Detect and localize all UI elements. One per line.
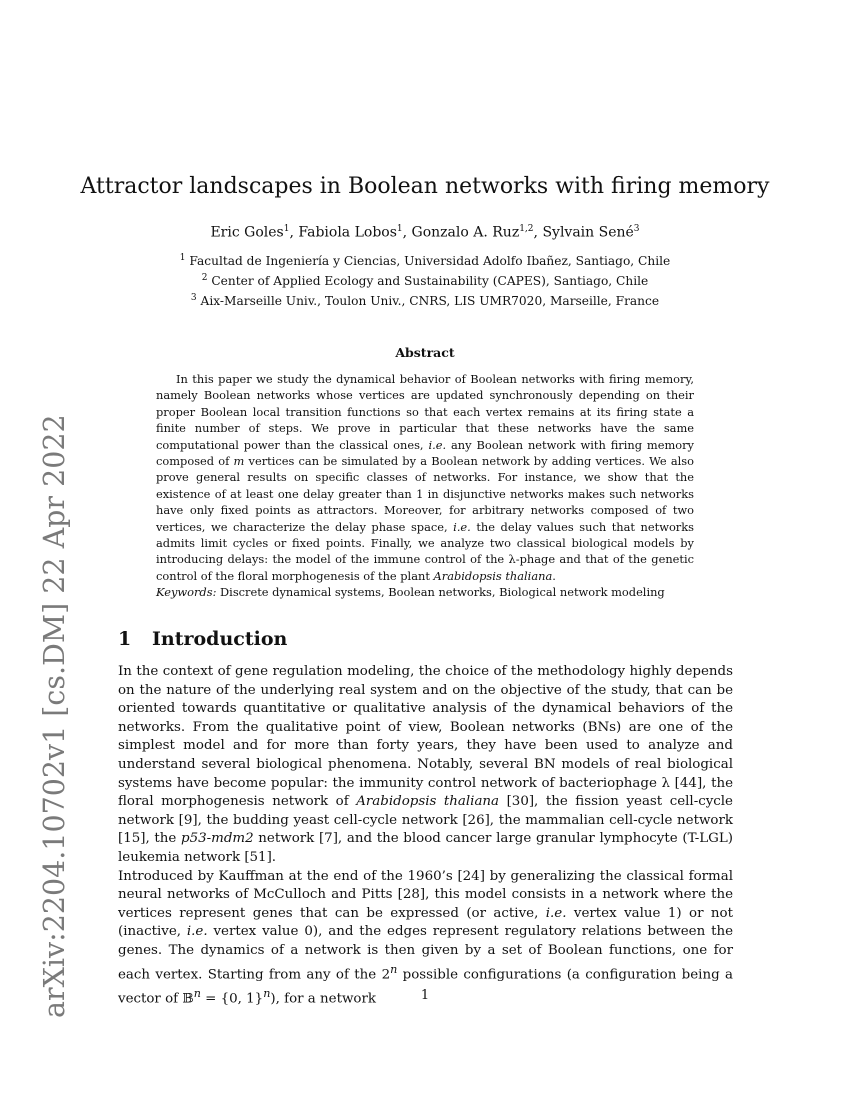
paper-title: Attractor landscapes in Boolean networks with firing memory	[80, 174, 770, 199]
author-name: Gonzalo A. Ruz	[411, 224, 520, 241]
affiliation-number: 3	[190, 293, 197, 303]
keywords-label: Keywords:	[156, 585, 217, 600]
section-title: Introduction	[152, 628, 288, 650]
paragraph	[118, 663, 733, 868]
affiliation-text: Center of Applied Ecology and Sustainability (CAPES), Santiago, Chile	[211, 274, 649, 289]
text-segment: vertex value 0), and the edges represent regulatory relations between the genes. The dynamics of a network is then given by a set of Boolean functions, one for each vertex. Starting from any of the 2	[118, 924, 733, 982]
math-exponent: n	[263, 986, 271, 1000]
text-segment: possible configurations (a configuration being a vector of 𝔹	[118, 966, 733, 1007]
affiliation-text: Facultad de Ingeniería y Ciencias, Universidad Adolfo Ibañez, Santiago, Chile	[189, 254, 671, 269]
abstract-segment: In this paper we study the dynamical behavior of Boolean networks with firing memory, namely Boolean networks whose vertices are updated synchronously depending on their proper Boolean local transition functions so that each vertex remains at its firing state a finite number of steps. We prove in particular that these networks have the same computational power than the classical ones,	[156, 372, 694, 452]
author-affiliation-mark: 1	[283, 224, 290, 234]
affiliation-text: Aix-Marseille Univ., Toulon Univ., CNRS, LIS UMR7020, Marseille, France	[200, 294, 660, 309]
author-name: Eric Goles	[210, 224, 284, 241]
abstract-heading: Abstract	[395, 345, 455, 360]
body-text	[118, 663, 733, 1009]
abstract-italic: i.e.	[453, 519, 471, 534]
keywords-text: Discrete dynamical systems, Boolean networks, Biological network modeling	[216, 585, 665, 600]
italic-text: Arabidopsis thaliana	[356, 794, 500, 810]
abstract-segment: the delay values such that networks admits limit cycles or fixed points. Finally, we analyze two classical biological models by introducing delays: the model of the immune control of the λ-phage and that of the genetic control of the floral morphogenesis of the plant	[156, 519, 694, 583]
italic-text: p53-mdm2	[181, 831, 254, 847]
section-heading	[118, 626, 287, 652]
text-segment: Introduced by Kauffman at the end of the 1960’s [24] by generalizing the classical formal neural networks of McCulloch and Pitts [28], this model consists in a network where the vertices represent genes that can be expressed (or active,	[118, 868, 733, 921]
text-segment: In the context of gene regulation modeling, the choice of the methodology highly depends on the nature of the underlying real system and on the objective of the study, that can be oriented towards quantitative or qualitative analysis of the dynamical behaviors of the networks. From the qualitative point of view, Boolean networks (BNs) are one of the simplest model and for more than forty years, they have been used to analyze and understand several biological phenomena. Notably, several BN models of real biological systems have become popular: the immunity control network of bacteriophage λ [44], the floral morphogenesis network of	[118, 664, 733, 810]
author-affiliation-mark: 1	[396, 224, 403, 234]
abstract	[156, 371, 694, 601]
abstract-math: m	[233, 454, 245, 469]
affiliation	[0, 290, 850, 309]
abstract-segment: any Boolean network with firing memory composed of	[156, 437, 694, 469]
author-affiliation-mark: 1,2	[519, 224, 534, 234]
abstract-segment: .	[552, 568, 556, 583]
arxiv-identifier: arXiv:2204.10702v1 [cs.DM] 22 Apr 2022	[38, 414, 71, 1018]
author-name: Sylvain Sené	[542, 224, 634, 241]
text-segment: vertex value 1) or not (inactive,	[118, 905, 733, 940]
abstract-italic: i.e.	[428, 437, 447, 452]
text-segment: = {0, 1}	[200, 991, 264, 1007]
affiliation	[0, 250, 850, 269]
affiliation-number: 2	[201, 273, 208, 283]
affiliation	[0, 270, 850, 289]
math-exponent: n	[193, 986, 201, 1000]
text-segment: network [7], and the blood cancer large granular lymphocyte (T-LGL) leukemia network [51].	[118, 831, 733, 865]
math-exponent: n	[390, 962, 398, 976]
author-name: Fabiola Lobos	[298, 224, 397, 241]
abstract-text	[156, 371, 694, 584]
author-list: Eric Goles$^1$, Fabiola Lobos$^1$, Gonzalo A. Ruz$^{1,2}$, Sylvain Sené$^3$	[210, 224, 640, 241]
abstract-segment: vertices can be simulated by a Boolean network by adding vertices. We also prove general results on specific classes of networks. For instance, we show that the existence of at least one delay greater than 1 in disjunctive networks makes such networks have only fixed points as attractors. Moreover, for arbitrary networks composed of two vertices, we characterize the delay phase space,	[156, 454, 695, 534]
section-number: 1	[118, 628, 132, 650]
text-segment: ), for a network	[270, 991, 377, 1007]
abstract-italic: Arabidopsis thaliana	[433, 568, 553, 583]
page-number: 1	[420, 988, 430, 1003]
text-segment: [30], the fission yeast cell-cycle network [9], the budding yeast cell-cycle network [26], the mammalian cell-cycle network [15], the	[118, 794, 733, 847]
keywords	[156, 584, 694, 600]
affiliation-number: 1	[179, 253, 186, 263]
italic-text: i.e.	[186, 924, 208, 940]
italic-text: i.e.	[545, 905, 567, 921]
author-affiliation-mark: 3	[633, 224, 640, 234]
